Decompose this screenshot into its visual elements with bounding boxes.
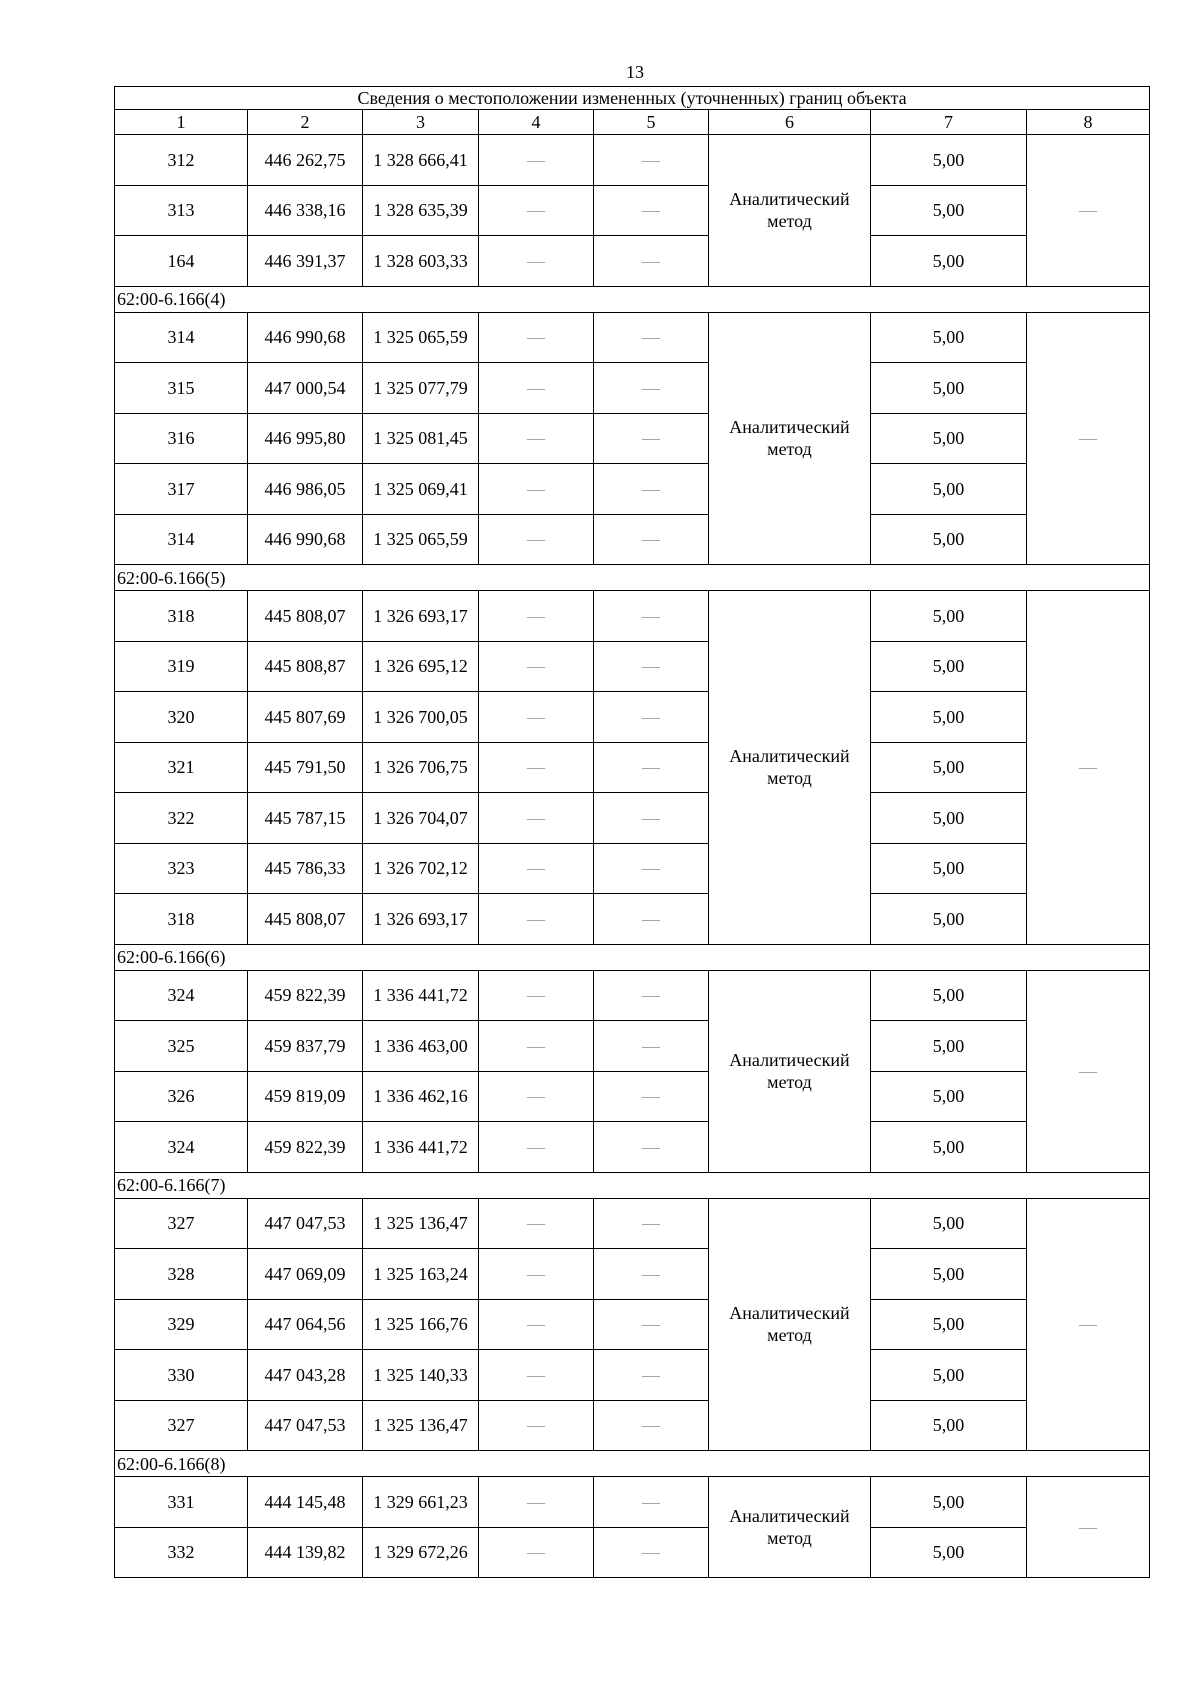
y-coordinate-cell: 1 326 706,75 [363,742,479,793]
x-coordinate-cell: 446 391,37 [248,236,363,287]
method-text-line1: Аналитический [729,1303,850,1324]
point-number-cell: 319 [115,641,248,692]
group-label: 62:00-6.166(7) [115,1172,1150,1198]
accuracy-cell: 5,00 [871,1400,1027,1451]
y-coordinate-cell: 1 326 693,17 [363,591,479,642]
empty-dash-cell: — [479,185,594,236]
y-coordinate-cell: 1 325 136,47 [363,1198,479,1249]
table-row [115,1021,1150,1072]
column-number: 6 [709,110,871,135]
point-number-cell: 327 [115,1198,248,1249]
empty-dash-cell: — [479,413,594,464]
empty-dash-cell: — [479,843,594,894]
point-number-cell: 328 [115,1249,248,1300]
column-number: 2 [248,110,363,135]
point-number-cell: 315 [115,363,248,414]
empty-dash-cell: — [479,363,594,414]
accuracy-cell: 5,00 [871,1350,1027,1401]
y-coordinate-cell: 1 325 136,47 [363,1400,479,1451]
point-number-cell: 317 [115,464,248,515]
accuracy-cell: 5,00 [871,135,1027,186]
x-coordinate-cell: 445 808,07 [248,894,363,945]
y-coordinate-cell: 1 326 700,05 [363,692,479,743]
group-label-row [115,1172,1150,1198]
empty-dash-cell: — [594,1299,709,1350]
empty-dash-cell: — [594,843,709,894]
point-number-cell: 331 [115,1477,248,1528]
table-row [115,363,1150,414]
method-text-line1: Аналитический [729,189,850,210]
y-coordinate-cell: 1 326 693,17 [363,894,479,945]
x-coordinate-cell: 459 822,39 [248,1122,363,1173]
empty-dash-cell: — [479,236,594,287]
table-row [115,894,1150,945]
empty-dash-cell: — [479,591,594,642]
accuracy-cell: 5,00 [871,1249,1027,1300]
point-number-cell: 313 [115,185,248,236]
accuracy-cell: 5,00 [871,692,1027,743]
table-caption-row [115,87,1150,110]
accuracy-cell: 5,00 [871,185,1027,236]
x-coordinate-cell: 445 787,15 [248,793,363,844]
empty-dash-cell: — [479,793,594,844]
y-coordinate-cell: 1 336 441,72 [363,1122,479,1173]
y-coordinate-cell: 1 329 672,26 [363,1527,479,1578]
empty-dash-cell: — [479,1198,594,1249]
method-cell [709,312,871,565]
accuracy-cell: 5,00 [871,641,1027,692]
table-row [115,742,1150,793]
table-caption: Сведения о местоположении измененных (уточненных) границ объекта [115,87,1150,110]
x-coordinate-cell: 447 000,54 [248,363,363,414]
empty-dash-cell: — [479,1527,594,1578]
x-coordinate-cell: 446 990,68 [248,312,363,363]
column-number-row [115,110,1150,135]
empty-dash-cell: — [594,742,709,793]
empty-dash-cell: — [594,1122,709,1173]
table-row [115,413,1150,464]
point-number-cell: 318 [115,591,248,642]
empty-dash-cell: — [479,1299,594,1350]
accuracy-cell: 5,00 [871,894,1027,945]
y-coordinate-cell: 1 336 441,72 [363,970,479,1021]
accuracy-cell: 5,00 [871,1021,1027,1072]
point-number-cell: 314 [115,514,248,565]
method-text-line1: Аналитический [729,417,850,438]
y-coordinate-cell: 1 325 166,76 [363,1299,479,1350]
empty-dash-cell: — [479,1071,594,1122]
x-coordinate-cell: 446 338,16 [248,185,363,236]
x-coordinate-cell: 459 837,79 [248,1021,363,1072]
empty-dash-cell: — [479,1122,594,1173]
accuracy-cell: 5,00 [871,413,1027,464]
table-row [115,236,1150,287]
x-coordinate-cell: 459 822,39 [248,970,363,1021]
empty-dash-cell: — [479,742,594,793]
point-number-cell: 326 [115,1071,248,1122]
method-cell [709,591,871,945]
empty-dash-cell: — [594,692,709,743]
group-label: 62:00-6.166(8) [115,1451,1150,1477]
y-coordinate-cell: 1 325 140,33 [363,1350,479,1401]
table-row [115,843,1150,894]
point-number-cell: 318 [115,894,248,945]
point-number-cell: 316 [115,413,248,464]
description-dash-cell: — [1027,312,1150,565]
page-number: 13 [626,62,644,82]
accuracy-cell: 5,00 [871,514,1027,565]
y-coordinate-cell: 1 326 704,07 [363,793,479,844]
y-coordinate-cell: 1 336 463,00 [363,1021,479,1072]
method-text-line2: метод [767,768,812,789]
empty-dash-cell: — [594,1477,709,1528]
table-row [115,1477,1150,1528]
method-text-line1: Аналитический [729,1506,850,1526]
point-number-cell: 312 [115,135,248,186]
accuracy-cell: 5,00 [871,236,1027,287]
x-coordinate-cell: 445 807,69 [248,692,363,743]
y-coordinate-cell: 1 325 065,59 [363,514,479,565]
table-row [115,591,1150,642]
group-label-row [115,565,1150,591]
column-number: 8 [1027,110,1150,135]
y-coordinate-cell: 1 325 163,24 [363,1249,479,1300]
table-row [115,1249,1150,1300]
accuracy-cell: 5,00 [871,1198,1027,1249]
method-text-line2: метод [767,439,812,460]
x-coordinate-cell: 446 986,05 [248,464,363,515]
method-cell [709,1477,871,1578]
table-row [115,1071,1150,1122]
x-coordinate-cell: 446 990,68 [248,514,363,565]
method-cell [709,1198,871,1451]
x-coordinate-cell: 446 995,80 [248,413,363,464]
empty-dash-cell: — [479,970,594,1021]
boundary-coordinates-table [114,86,1150,1578]
method-text-line2: метод [767,1072,812,1092]
empty-dash-cell: — [594,1400,709,1451]
empty-dash-cell: — [594,464,709,515]
empty-dash-cell: — [479,1477,594,1528]
table-row [115,185,1150,236]
accuracy-cell: 5,00 [871,1071,1027,1122]
accuracy-cell: 5,00 [871,1527,1027,1578]
x-coordinate-cell: 445 808,07 [248,591,363,642]
group-label-row [115,1451,1150,1477]
column-number: 1 [115,110,248,135]
empty-dash-cell: — [594,793,709,844]
table-row [115,135,1150,186]
table-row [115,464,1150,515]
empty-dash-cell: — [594,1527,709,1578]
description-dash-cell: — [1027,591,1150,945]
y-coordinate-cell: 1 325 069,41 [363,464,479,515]
x-coordinate-cell: 447 064,56 [248,1299,363,1350]
table-body [115,87,1150,1578]
empty-dash-cell: — [594,236,709,287]
column-number: 3 [363,110,479,135]
y-coordinate-cell: 1 326 702,12 [363,843,479,894]
description-dash-cell: — [1027,135,1150,287]
y-coordinate-cell: 1 325 065,59 [363,312,479,363]
table-row [115,692,1150,743]
empty-dash-cell: — [594,641,709,692]
group-label: 62:00-6.166(4) [115,286,1150,312]
empty-dash-cell: — [479,1400,594,1451]
empty-dash-cell: — [594,1071,709,1122]
table-row [115,1527,1150,1578]
description-dash-cell: — [1027,1477,1150,1578]
x-coordinate-cell: 444 145,48 [248,1477,363,1528]
method-text-line1: Аналитический [729,746,850,767]
empty-dash-cell: — [594,591,709,642]
method-text-line2: метод [767,1325,812,1346]
empty-dash-cell: — [594,363,709,414]
empty-dash-cell: — [479,135,594,186]
point-number-cell: 324 [115,970,248,1021]
x-coordinate-cell: 445 791,50 [248,742,363,793]
x-coordinate-cell: 445 808,87 [248,641,363,692]
x-coordinate-cell: 445 786,33 [248,843,363,894]
y-coordinate-cell: 1 329 661,23 [363,1477,479,1528]
description-dash-cell: — [1027,970,1150,1172]
empty-dash-cell: — [479,514,594,565]
table-row [115,793,1150,844]
y-coordinate-cell: 1 325 081,45 [363,413,479,464]
empty-dash-cell: — [594,894,709,945]
empty-dash-cell: — [594,413,709,464]
accuracy-cell: 5,00 [871,1122,1027,1173]
point-number-cell: 320 [115,692,248,743]
point-number-cell: 325 [115,1021,248,1072]
column-number: 5 [594,110,709,135]
empty-dash-cell: — [479,1350,594,1401]
table-row [115,1350,1150,1401]
table-row [115,641,1150,692]
empty-dash-cell: — [479,1249,594,1300]
method-text-line2: метод [767,211,812,232]
x-coordinate-cell: 447 047,53 [248,1400,363,1451]
point-number-cell: 329 [115,1299,248,1350]
empty-dash-cell: — [479,1021,594,1072]
empty-dash-cell: — [479,641,594,692]
y-coordinate-cell: 1 326 695,12 [363,641,479,692]
group-label-row [115,286,1150,312]
table-row [115,1400,1150,1451]
method-text-line1: Аналитический [729,1050,850,1070]
accuracy-cell: 5,00 [871,742,1027,793]
empty-dash-cell: — [594,514,709,565]
empty-dash-cell: — [479,464,594,515]
group-label: 62:00-6.166(6) [115,944,1150,970]
group-label: 62:00-6.166(5) [115,565,1150,591]
y-coordinate-cell: 1 325 077,79 [363,363,479,414]
x-coordinate-cell: 447 043,28 [248,1350,363,1401]
empty-dash-cell: — [594,1249,709,1300]
accuracy-cell: 5,00 [871,363,1027,414]
accuracy-cell: 5,00 [871,464,1027,515]
empty-dash-cell: — [594,1198,709,1249]
accuracy-cell: 5,00 [871,793,1027,844]
table-row [115,1198,1150,1249]
table-row [115,970,1150,1021]
empty-dash-cell: — [594,1021,709,1072]
x-coordinate-cell: 446 262,75 [248,135,363,186]
point-number-cell: 323 [115,843,248,894]
empty-dash-cell: — [594,185,709,236]
x-coordinate-cell: 447 069,09 [248,1249,363,1300]
x-coordinate-cell: 459 819,09 [248,1071,363,1122]
accuracy-cell: 5,00 [871,1477,1027,1528]
accuracy-cell: 5,00 [871,591,1027,642]
table-row [115,514,1150,565]
table-row [115,1122,1150,1173]
accuracy-cell: 5,00 [871,970,1027,1021]
point-number-cell: 322 [115,793,248,844]
point-number-cell: 330 [115,1350,248,1401]
method-cell [709,135,871,287]
table-row [115,312,1150,363]
y-coordinate-cell: 1 336 462,16 [363,1071,479,1122]
accuracy-cell: 5,00 [871,312,1027,363]
method-cell [709,970,871,1172]
accuracy-cell: 5,00 [871,843,1027,894]
point-number-cell: 164 [115,236,248,287]
y-coordinate-cell: 1 328 603,33 [363,236,479,287]
point-number-cell: 324 [115,1122,248,1173]
empty-dash-cell: — [594,312,709,363]
y-coordinate-cell: 1 328 635,39 [363,185,479,236]
x-coordinate-cell: 447 047,53 [248,1198,363,1249]
empty-dash-cell: — [594,1350,709,1401]
empty-dash-cell: — [594,970,709,1021]
x-coordinate-cell: 444 139,82 [248,1527,363,1578]
point-number-cell: 332 [115,1527,248,1578]
column-number: 7 [871,110,1027,135]
accuracy-cell: 5,00 [871,1299,1027,1350]
y-coordinate-cell: 1 328 666,41 [363,135,479,186]
empty-dash-cell: — [479,692,594,743]
method-text-line2: метод [767,1528,812,1548]
empty-dash-cell: — [594,135,709,186]
column-number: 4 [479,110,594,135]
point-number-cell: 327 [115,1400,248,1451]
point-number-cell: 314 [115,312,248,363]
table-row [115,1299,1150,1350]
empty-dash-cell: — [479,312,594,363]
description-dash-cell: — [1027,1198,1150,1451]
point-number-cell: 321 [115,742,248,793]
group-label-row [115,944,1150,970]
empty-dash-cell: — [479,894,594,945]
